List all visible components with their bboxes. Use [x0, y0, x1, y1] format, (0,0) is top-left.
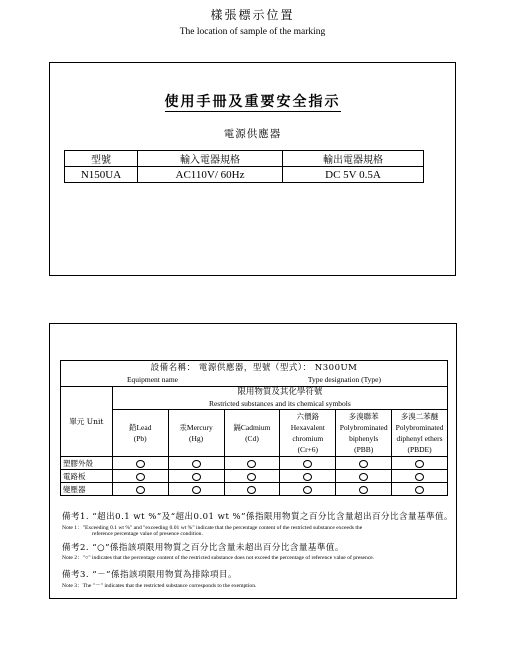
substance-label-l3: (Cr+6): [297, 445, 319, 454]
substance-label-l1: 汞Mercury: [179, 423, 213, 432]
spec-output-value: DC 5V 0.5A: [283, 167, 424, 183]
compliance-cell: [336, 457, 392, 470]
compliance-cell: [280, 457, 336, 470]
page-title-zh: 樣張標示位置: [210, 8, 295, 22]
circle-mark-icon: [136, 473, 145, 481]
circle-mark-icon: [359, 473, 368, 481]
equipment-en-line: [62, 374, 446, 385]
circle-mark-icon: [359, 486, 368, 494]
compliance-cell: [168, 470, 224, 483]
rohs-box: [49, 323, 457, 599]
restricted-zh: 限用物質及其化學符號: [237, 387, 323, 397]
substance-label-l2: (Cd): [245, 434, 259, 443]
rohs-equipment-row: [61, 361, 448, 387]
rohs-restricted-row: [61, 387, 448, 410]
substance-label-l1: 六價鉻: [296, 412, 320, 421]
spec-header-row: [65, 151, 424, 167]
manual-subtitle: 電源供應器: [223, 128, 282, 140]
note2-zh: 備考2. “○”係指該項限用物質之百分比含量未超出百分比含量基準值。: [62, 543, 344, 553]
rohs-row-label: 電路板: [61, 470, 113, 483]
compliance-cell: [168, 483, 224, 496]
compliance-cell: [392, 470, 448, 483]
substance-label-l2: (Pb): [133, 434, 147, 443]
circle-mark-icon: [247, 486, 256, 494]
substance-label-l3: (PBB): [354, 445, 374, 454]
restricted-cell: [112, 387, 447, 410]
circle-mark-icon: [192, 486, 201, 494]
compliance-cell: [392, 457, 448, 470]
note1-en-cont: reference percentage value of presence condition.: [92, 531, 203, 537]
circle-mark-icon: [415, 460, 424, 468]
spec-model-value: N150UA: [65, 167, 138, 183]
circle-mark-icon: [192, 460, 201, 468]
substance-label-l1: 多溴二苯醚: [400, 412, 439, 421]
compliance-cell: [112, 457, 168, 470]
note2-en: Note 2："○" indicates that the percentage content of the restricted substance does not exceed the percentage of reference value of presence.: [62, 555, 375, 561]
compliance-cell: [112, 470, 168, 483]
circle-mark-icon: [303, 486, 312, 494]
compliance-cell: [224, 457, 280, 470]
type-designation-en: Type designation (Type): [307, 374, 382, 384]
circle-mark-icon: [136, 460, 145, 468]
note3-en: Note 3：The "－" indicates that the restricted substance corresponds to the exemption.: [62, 583, 257, 589]
compliance-cell: [280, 483, 336, 496]
compliance-cell: [280, 470, 336, 483]
circle-mark-icon: [303, 473, 312, 481]
restricted-en: Restricted substances and its chemical symbols: [208, 399, 351, 408]
substance-header-cell: [168, 410, 224, 457]
note1-zh: 備考1. “超出0.1 wt %”及“超出0.01 wt %”係指限用物質之百分比含量超出百分比含量基準值。: [62, 512, 453, 522]
compliance-cell: [392, 483, 448, 496]
circle-mark-icon: [359, 460, 368, 468]
substance-header-cell: [112, 410, 168, 457]
substance-label-l2: (Hg): [189, 434, 204, 443]
substance-header-row: [61, 410, 448, 457]
compliance-cell: [336, 470, 392, 483]
circle-mark-icon: [247, 473, 256, 481]
substance-label-l2: Polybrominated biphenyls: [339, 423, 388, 443]
substance-label-l1: 多溴聯苯: [348, 412, 379, 421]
unit-label-cell: 單元 Unit: [61, 387, 113, 457]
spec-col-output: 輸出電器規格: [283, 151, 424, 167]
compliance-cell: [112, 483, 168, 496]
rohs-row: [61, 483, 448, 496]
spec-data-row: [65, 167, 424, 183]
compliance-cell: [224, 470, 280, 483]
substance-label-l1: 鉛Lead: [128, 423, 152, 432]
substance-header-cell: [224, 410, 280, 457]
compliance-cell: [224, 483, 280, 496]
substance-header-cell: [336, 410, 392, 457]
rohs-row: [61, 470, 448, 483]
note3-zh: 備考3. “－”係指該項限用物質為排除項目。: [62, 570, 238, 580]
circle-mark-icon: [192, 473, 201, 481]
page-title-en: The location of sample of the marking: [179, 27, 326, 37]
circle-mark-icon: [415, 486, 424, 494]
note1-en: Note 1："Exceeding 0.1 wt %" and "exceeding 0.01 wt %" indicate that the percentage content of the restricted substance exceeds the: [62, 525, 363, 531]
compliance-cell: [168, 457, 224, 470]
rohs-equipment-cell: [61, 361, 448, 387]
rohs-row: [61, 457, 448, 470]
spec-input-value: AC110V/ 60Hz: [138, 167, 283, 183]
circle-mark-icon: [303, 460, 312, 468]
substance-label-l2: Hexavalent chromium: [290, 423, 325, 443]
rohs-row-label: 塑膠外殼: [61, 457, 113, 470]
spec-table: [64, 150, 424, 183]
manual-box: [49, 62, 456, 276]
substance-label-l1: 鎘Cadmium: [233, 423, 271, 432]
substance-label-l3: (PBDE): [407, 445, 432, 454]
rohs-row-label: 變壓器: [61, 483, 113, 496]
compliance-cell: [336, 483, 392, 496]
equipment-line: 設備名稱： 電源供應器，型號（型式）： N300UM: [150, 362, 358, 373]
substance-label-l2: Polybrominated diphenyl ethers: [395, 423, 444, 443]
circle-mark-icon: [415, 473, 424, 481]
spec-col-input: 輸入電器規格: [138, 151, 283, 167]
circle-mark-icon: [247, 460, 256, 468]
manual-title: 使用手冊及重要安全指示: [164, 94, 341, 110]
circle-mark-icon: [136, 486, 145, 494]
equipment-name-en: Equipment name: [126, 374, 178, 384]
rohs-table: [60, 360, 448, 496]
substance-header-cell: [280, 410, 336, 457]
spec-col-model: 型號: [65, 151, 138, 167]
substance-header-cell: [392, 410, 448, 457]
